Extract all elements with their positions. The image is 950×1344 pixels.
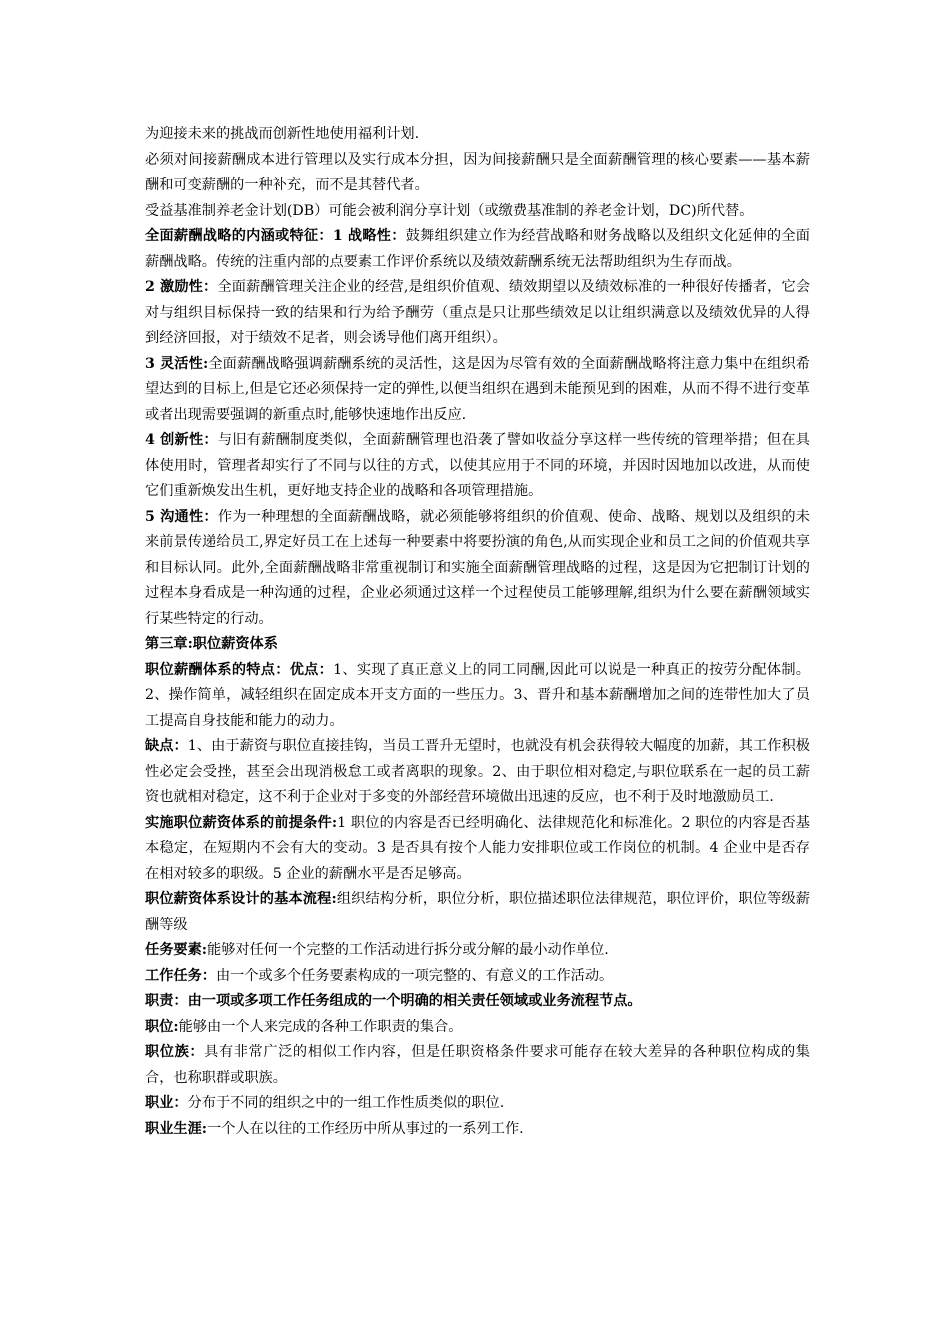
paragraph-occupation	[145, 1091, 810, 1117]
paragraph-label: 职位:	[145, 1018, 179, 1035]
paragraph-work-task	[145, 964, 810, 990]
paragraph-label: 职位薪资体系设计的基本流程:	[145, 891, 337, 907]
paragraph-innovation	[145, 428, 810, 505]
paragraph-label: 缺点：	[145, 738, 188, 754]
paragraph-communication	[145, 505, 810, 633]
paragraph-design-process	[145, 887, 810, 938]
chapter-heading	[145, 632, 810, 658]
paragraph-label: 职业生涯:	[145, 1120, 207, 1137]
paragraph-benefit-plan	[145, 122, 810, 148]
paragraph-label: 职业：	[145, 1095, 188, 1111]
paragraph-disadvantages	[145, 734, 810, 811]
paragraph-text: 由一个或多个任务要素构成的一项完整的、有意义的工作活动。	[215, 967, 614, 984]
paragraph-incentive	[145, 275, 810, 352]
paragraph-flexibility	[145, 352, 810, 429]
paragraph-label: 全面薪酬战略的内涵或特征：1 战略性：	[145, 228, 406, 244]
paragraph-label: 2 激励性：	[145, 279, 218, 295]
paragraph-text: 组织结构分析，职位分析，职位描述职位法律规范，职位评价，职位等级薪酬等级	[145, 891, 810, 933]
paragraph-text: 鼓舞组织建立作为经营战略和财务战略以及组织文化延伸的全面薪酬战略。传统的注重内部的点要素工作评价系统以及绩效薪酬系统无法帮助组织为生存而战。	[145, 228, 810, 270]
paragraph-label: 实施职位薪资体系的前提条件:	[145, 814, 338, 831]
paragraph-label: 职位族：	[145, 1044, 205, 1060]
paragraph-pension-plan	[145, 199, 810, 225]
chapter-title: 第三章:职位薪资体系	[145, 636, 278, 652]
paragraph-text: 分布于不同的组织之中的一组工作性质类似的职位.	[187, 1095, 505, 1111]
paragraph-text: 能够对任何一个完整的工作活动进行拆分或分解的最小动作单位.	[207, 942, 609, 958]
paragraph-label: 5 沟通性：	[145, 508, 218, 525]
paragraph-text: 1、由于薪资与职位直接挂钩，当员工晋升无望时，也就没有机会获得较大幅度的加薪，其工作积极性必定会受挫，甚至会出现消极怠工或者离职的现象。2、由于职位相对稳定,与职位联系在一起的员工薪资也就相对稳定，这不利于企业对于多变的外部经营环境做出迅速的反应，也不利于及时地激励员工.	[145, 738, 810, 805]
paragraph-text: 受益基准制养老金计划(DB）可能会被利润分享计划（或缴费基准制的养老金计划，DC)所代替。	[145, 202, 754, 219]
paragraph-responsibility	[145, 989, 810, 1015]
paragraph-text: 必须对间接薪酬成本进行管理以及实行成本分担，因为间接薪酬只是全面薪酬管理的核心要素——基本薪酬和可变薪酬的一种补充，而不是其替代者。	[145, 151, 810, 193]
paragraph-label: 职位薪酬体系的特点：优点：	[145, 661, 334, 678]
paragraph-text: 为迎接未来的挑战而创新性地使用福利计划.	[145, 126, 420, 142]
paragraph-text: 能够由一个人来完成的各种工作职责的集合。	[178, 1018, 463, 1035]
paragraph-text: 1 职位的内容是否已经明确化、法律规范化和标准化。2 职位的内容是否基本稳定，在短期内不会有大的变动。3 是否具有按个人能力安排职位或工作岗位的机制。4 企业中是否存在相对较多的职级。5 企业的薪酬水平是否足够高。	[145, 814, 810, 882]
paragraph-text: 全面薪酬管理关注企业的经营,是组织价值观、绩效期望以及绩效标准的一种很好传播者，它会对与组织目标保持一致的结果和行为给予酬劳（重点是只让那些绩效足以让组织满意以及绩效优异的人得到经济回报，对于绩效不足者，则会诱导他们离开组织）。	[145, 279, 811, 346]
paragraph-label: 职责：由一项或多项工作任务组成的一个明确的相关责任领域或业务流程节点。	[145, 993, 642, 1009]
paragraph-text: 一个人在以往的工作经历中所从事过的一系列工作.	[207, 1120, 524, 1137]
paragraph-label: 4 创新性：	[145, 432, 218, 448]
paragraph-text: 作为一种理想的全面薪酬战略，就必须能够将组织的价值观、使命、战略、规划以及组织的未来前景传递给员工,界定好员工在上述每一种要素中将要扮演的角色,从而实现企业和员工之间的价值观共享和目标认同。此外,全面薪酬战略非常重视制订和实施全面薪酬管理战略的过程，这是因为它把制订计划的过程本身看成是一种沟通的过程，企业必须通过这样一个过程使员工能够理解,组织为什么要在薪酬领域实行某些特定的行动。	[145, 508, 810, 627]
paragraph-label: 任务要素:	[145, 942, 207, 958]
document-page	[145, 122, 810, 1142]
paragraph-advantages	[145, 658, 810, 735]
paragraph-indirect-pay	[145, 148, 810, 199]
paragraph-text: 全面薪酬战略强调薪酬系统的灵活性，这是因为尽管有效的全面薪酬战略将注意力集中在组织希望达到的目标上,但是它还必须保持一定的弹性,以便当组织在遇到未能预见到的困难，从而不得不进行变革或者出现需要强调的新重点时,能够快速地作出反应.	[145, 355, 810, 423]
paragraph-strategic	[145, 224, 810, 275]
paragraph-position-family	[145, 1040, 810, 1091]
paragraph-position	[145, 1015, 810, 1041]
paragraph-task-element	[145, 938, 810, 964]
paragraph-label: 3 灵活性:	[145, 355, 209, 372]
paragraph-text: 具有非常广泛的相似工作内容，但是任职资格条件要求可能存在较大差异的各种职位构成的集合，也称职群或职族。	[145, 1044, 810, 1086]
paragraph-text: 1、实现了真正意义上的同工同酬,因此可以说是一种真正的按劳分配体制。2、操作简单，减轻组织在固定成本开支方面的一些压力。3、晋升和基本薪酬增加之间的连带性加大了员工提高自身技能和能力的动力。	[145, 661, 810, 729]
paragraph-prerequisites	[145, 811, 810, 888]
paragraph-text: 与旧有薪酬制度类似，全面薪酬管理也沿袭了譬如收益分享这样一些传统的管理举措；但在具体使用时，管理者却实行了不同与以往的方式，以使其应用于不同的环境，并因时因地加以改进，从而使它们重新焕发出生机，更好地支持企业的战略和各项管理措施。	[145, 432, 810, 499]
paragraph-label: 工作任务：	[145, 967, 216, 984]
paragraph-career	[145, 1117, 810, 1143]
